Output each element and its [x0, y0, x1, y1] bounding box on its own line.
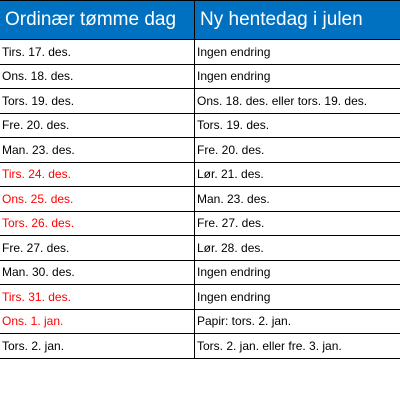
new-day-cell: Ingen endring	[195, 285, 400, 310]
table-row	[0, 309, 400, 334]
table-row	[0, 40, 400, 65]
table-row	[0, 64, 400, 89]
ordinary-day-cell: Man. 30. des.	[0, 260, 195, 285]
ordinary-day-cell: Tors. 19. des.	[0, 89, 195, 114]
ordinary-day-cell: Tirs. 31. des.	[0, 285, 195, 310]
new-day-cell: Tors. 19. des.	[195, 113, 400, 138]
table-row	[0, 113, 400, 138]
ordinary-day-cell: Ons. 18. des.	[0, 64, 195, 89]
table-row	[0, 89, 400, 114]
ordinary-day-cell: Ons. 25. des.	[0, 187, 195, 212]
new-day-cell: Lør. 28. des.	[195, 236, 400, 261]
table-row	[0, 260, 400, 285]
ordinary-day-cell: Ons. 1. jan.	[0, 309, 195, 334]
table-row	[0, 236, 400, 261]
header-row	[0, 1, 400, 40]
ordinary-day-cell: Man. 23. des.	[0, 138, 195, 163]
ordinary-day-cell: Fre. 27. des.	[0, 236, 195, 261]
new-day-cell: Man. 23. des.	[195, 187, 400, 212]
new-day-cell: Fre. 27. des.	[195, 211, 400, 236]
ordinary-day-cell: Tirs. 17. des.	[0, 40, 195, 65]
ordinary-day-cell: Tirs. 24. des.	[0, 162, 195, 187]
header-ordinary-day: Ordinær tømme dag	[0, 1, 195, 40]
new-day-cell: Ons. 18. des. eller tors. 19. des.	[195, 89, 400, 114]
new-day-cell: Ingen endring	[195, 64, 400, 89]
table-row	[0, 211, 400, 236]
new-day-cell: Fre. 20. des.	[195, 138, 400, 163]
table-row	[0, 285, 400, 310]
new-day-cell: Lør. 21. des.	[195, 162, 400, 187]
table-body	[0, 40, 400, 359]
table-row	[0, 162, 400, 187]
ordinary-day-cell: Tors. 26. des.	[0, 211, 195, 236]
header-new-pickup-day: Ny hentedag i julen	[195, 1, 400, 40]
new-day-cell: Tors. 2. jan. eller fre. 3. jan.	[195, 334, 400, 359]
table-row	[0, 187, 400, 212]
new-day-cell: Papir: tors. 2. jan.	[195, 309, 400, 334]
ordinary-day-cell: Tors. 2. jan.	[0, 334, 195, 359]
new-day-cell: Ingen endring	[195, 260, 400, 285]
new-day-cell: Ingen endring	[195, 40, 400, 65]
table-row	[0, 334, 400, 359]
ordinary-day-cell: Fre. 20. des.	[0, 113, 195, 138]
table-row	[0, 138, 400, 163]
